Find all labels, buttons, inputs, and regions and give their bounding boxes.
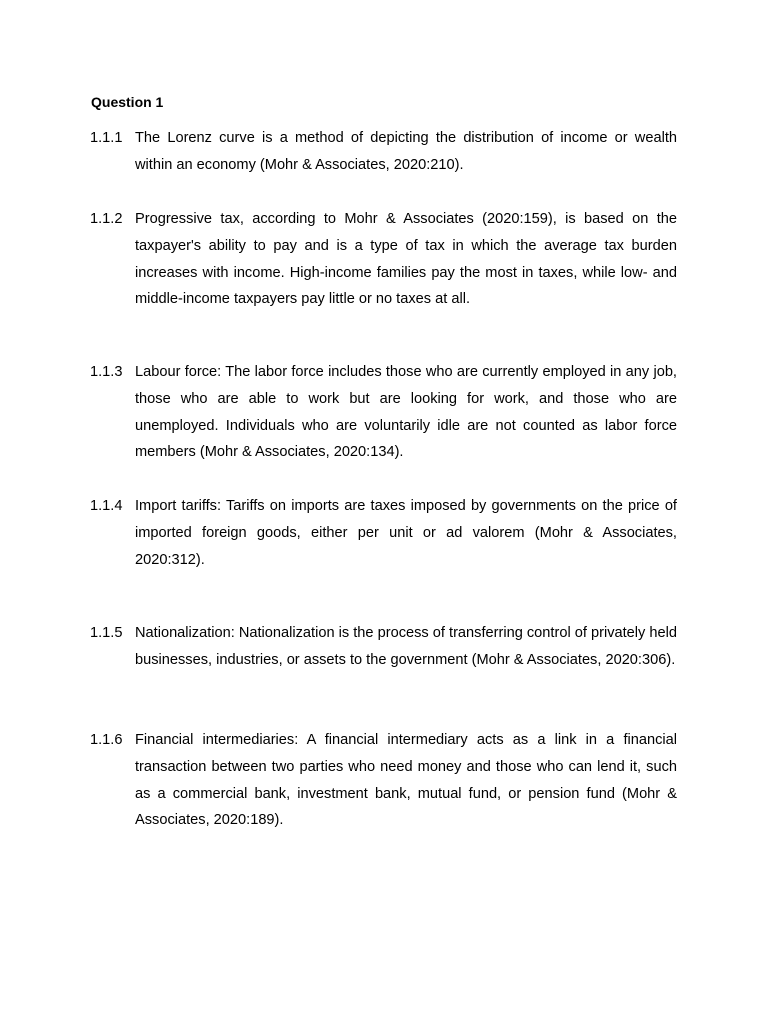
- item-text: Financial intermediaries: A financial intermediary acts as a link in a financial transaction between two parties who need money and those who can lend it, such as a commercial bank, investment bank, mutual fund, or pension fund (Mohr & Associates, 2020:189).: [135, 732, 677, 829]
- item-number: 1.1.2: [90, 211, 123, 227]
- definition-item-1-1-6: [90, 727, 677, 834]
- item-text: Import tariffs: Tariffs on imports are taxes imposed by governments on the price of imported foreign goods, either per unit or ad valorem (Mohr & Associates, 2020:312).: [135, 498, 677, 568]
- definition-item-1-1-4: [90, 493, 677, 573]
- definition-item-1-1-1: [90, 125, 677, 179]
- item-text: The Lorenz curve is a method of depicting the distribution of income or wealth within an economy (Mohr & Associates, 2020:210).: [135, 130, 677, 173]
- item-text: Progressive tax, according to Mohr & Associates (2020:159), is based on the taxpayer's ability to pay and is a type of tax in which the average tax burden increases with income. High-income families pay the most in taxes, while low- and middle-income taxpayers pay little or no taxes at all.: [135, 211, 677, 308]
- definition-item-1-1-3: [90, 359, 677, 466]
- question-heading: Question 1: [91, 94, 164, 110]
- item-number: 1.1.4: [90, 498, 123, 514]
- item-text: Labour force: The labor force includes those who are currently employed in any job, those who are able to work but are looking for work, and those who are unemployed. Individuals who are voluntarily idle are not counted as labor force members (Mohr & Associates, 2020:134).: [135, 364, 677, 461]
- item-number: 1.1.3: [90, 364, 123, 380]
- item-text: Nationalization: Nationalization is the process of transferring control of privately held businesses, industries, or assets to the government (Mohr & Associates, 2020:306).: [135, 625, 677, 668]
- item-number: 1.1.5: [90, 625, 123, 641]
- item-number: 1.1.1: [90, 130, 123, 146]
- definition-item-1-1-5: [90, 620, 677, 674]
- definition-item-1-1-2: [90, 206, 677, 313]
- item-number: 1.1.6: [90, 732, 123, 748]
